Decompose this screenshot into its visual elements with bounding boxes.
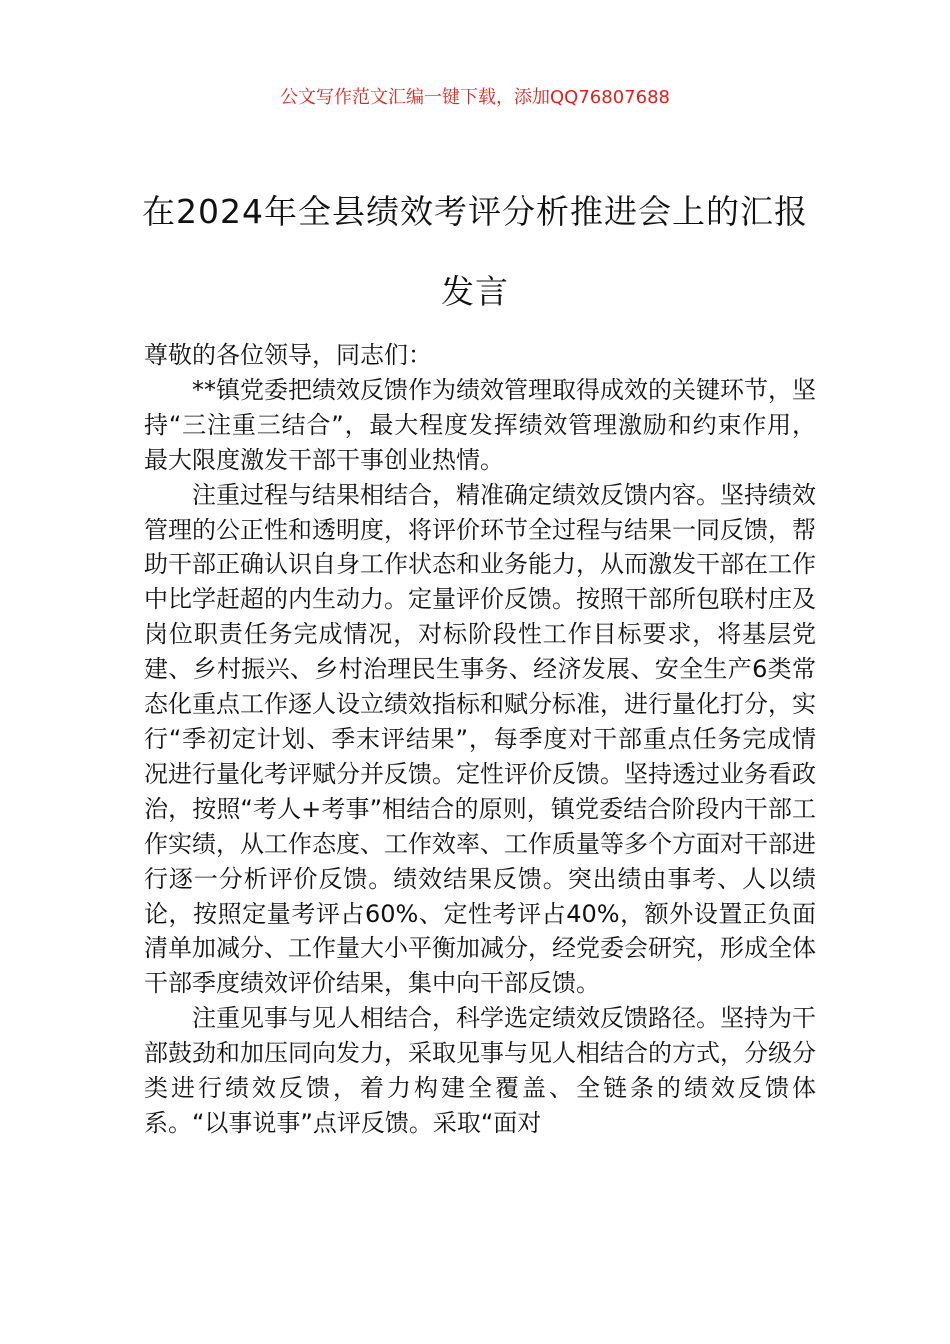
- paragraph-event-person: 注重见事与见人相结合，科学选定绩效反馈路径。坚持为干部鼓劲和加压同向发力，采取见事与见人相结合的方式，分级分类进行绩效反馈，着力构建全覆盖、全链条的绩效反馈体系。“以事说事”点评反馈。采取“面对: [144, 1004, 816, 1137]
- document-body: [144, 338, 816, 1141]
- paragraph-intro: **镇党委把绩效反馈作为绩效管理取得成效的关键环节，坚持“三注重三结合”，最大程度发挥绩效管理激励和约束作用，最大限度激发干部干事创业热情。: [144, 375, 816, 474]
- salutation: 尊敬的各位领导，同志们：: [144, 341, 432, 369]
- paragraph-process-result: 注重过程与结果相结合，精准确定绩效反馈内容。坚持绩效管理的公正性和透明度，将评价环节全过程与结果一同反馈，帮助干部正确认识自身工作状态和业务能力，从而激发干部在工作中比学赶超的内生动力。定量评价反馈。按照干部所包联村庄及岗位职责任务完成情况，对标阶段性工作目标要求，将基层党建、乡村振兴、乡村治理民生事务、经济发展、安全生产6类常态化重点工作逐人设立绩效指标和赋分标准，进行量化打分，实行“季初定计划、季末评结果”，每季度对干部重点任务完成情况进行量化考评赋分并反馈。定性评价反馈。坚持透过业务看政治，按照“考人+考事”相结合的原则，镇党委结合阶段内干部工作实绩，从工作态度、工作效率、工作质量等多个方面对干部进行逐一分析评价反馈。绩效结果反馈。突出绩由事考、人以绩论，按照定量考评占60%、定性考评占40%，额外设置正负面清单加减分、工作量大小平衡加减分，经党委会研究，形成全体干部季度绩效评价结果，集中向干部反馈。: [144, 480, 816, 998]
- document-title: 在2024年全县绩效考评分析推进会上的汇报发言: [142, 192, 808, 311]
- header-note: 公文写作范文汇编一键下载，添加QQ76807688: [280, 87, 670, 108]
